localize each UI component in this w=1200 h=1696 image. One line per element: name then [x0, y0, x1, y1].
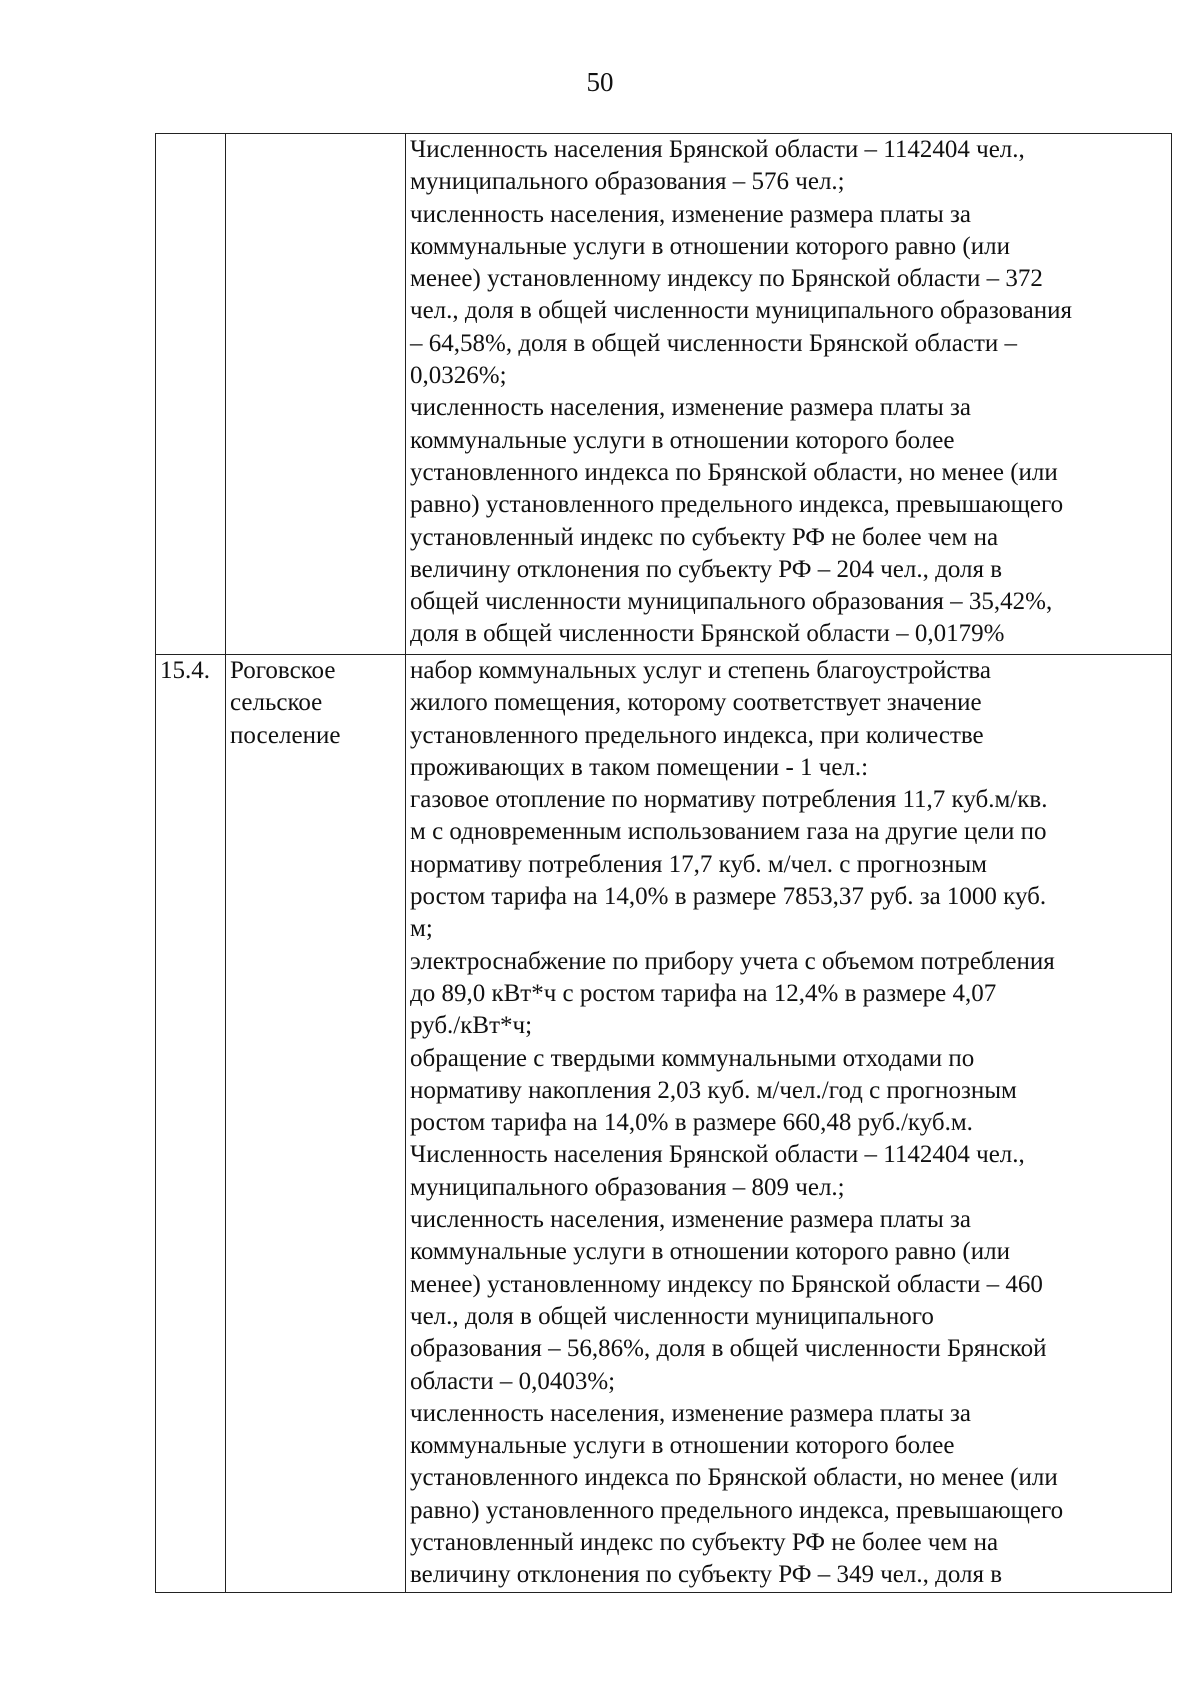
text-line: общей численности муниципального образования – 35,42%, — [410, 588, 1053, 616]
text-line: величину отклонения по субъекту РФ – 204 чел., доля в — [410, 555, 1003, 583]
text-line: газовое отопление по нормативу потребления 11,7 куб.м/кв. — [410, 786, 1048, 814]
text-line: равно) установленного предельного индекса, превышающего — [410, 491, 1064, 519]
text-line: установленного предельного индекса, при количестве — [410, 721, 984, 749]
text-line: обращение с твердыми коммунальными отходами по — [410, 1044, 975, 1072]
text-line: равно) установленного предельного индекса, превышающего — [410, 1496, 1064, 1524]
text-line: руб./кВт*ч; — [410, 1012, 533, 1040]
document-table — [155, 133, 1172, 1593]
text-line: ростом тарифа на 14,0% в размере 660,48 руб./куб.м. — [410, 1109, 973, 1137]
text-line: нормативу потребления 17,7 куб. м/чел. с прогнозным — [410, 850, 987, 878]
page-number: 50 — [586, 67, 614, 97]
text-line: жилого помещения, которому соответствует значение — [410, 689, 982, 717]
text-line: набор коммунальных услуг и степень благоустройства — [410, 657, 991, 684]
municipality-name-cell — [226, 134, 406, 655]
text-line: ростом тарифа на 14,0% в размере 7853,37 руб. за 1000 куб. — [410, 883, 1047, 911]
text-line: – 64,58%, доля в общей численности Брянской области – — [410, 329, 1017, 357]
text-line: установленного индекса по Брянской области, но менее (или — [410, 458, 1058, 486]
text-line: области – 0,0403%; — [410, 1367, 616, 1395]
text-line: установленного индекса по Брянской области, но менее (или — [410, 1464, 1058, 1492]
text-line: чел., доля в общей численности муниципального — [410, 1302, 934, 1330]
text-line: Численность населения Брянской области – 1142404 чел., — [410, 1141, 1025, 1169]
municipality-name-line: сельское — [230, 689, 323, 717]
table-row — [156, 655, 1172, 1593]
municipality-name-line: Роговское — [230, 657, 336, 684]
text-line: доля в общей численности Брянской области – 0,0179% — [410, 620, 1005, 648]
table-row — [156, 134, 1172, 655]
text-line: коммунальные услуги в отношении которого равно (или — [410, 1238, 1010, 1266]
text-line: муниципального образования – 576 чел.; — [410, 168, 845, 196]
row-number-cell: 15.4. — [156, 655, 226, 1593]
text-line: численность населения, изменение размера платы за — [410, 1399, 971, 1427]
text-line: коммунальные услуги в отношении которого более — [410, 426, 955, 454]
text-line: установленный индекс по субъекту РФ не более чем на — [410, 523, 999, 551]
text-line: 0,0326%; — [410, 362, 507, 390]
text-line: численность населения, изменение размера платы за — [410, 1206, 971, 1234]
text-line: м с одновременным использованием газа на другие цели по — [410, 818, 1047, 846]
text-line: чел., доля в общей численности муниципального образования — [410, 297, 1072, 325]
text-line: численность населения, изменение размера платы за — [410, 200, 971, 228]
text-line: электроснабжение по прибору учета с объемом потребления — [410, 947, 1055, 975]
text-line: нормативу накопления 2,03 куб. м/чел./год с прогнозным — [410, 1076, 1017, 1104]
text-line: численность населения, изменение размера платы за — [410, 394, 971, 422]
text-line: коммунальные услуги в отношении которого более — [410, 1432, 955, 1460]
text-line: менее) установленному индексу по Брянской области – 460 — [410, 1270, 1043, 1298]
municipality-name-cell — [226, 655, 406, 1593]
text-line: установленный индекс по субъекту РФ не более чем на — [410, 1529, 999, 1557]
text-line: величину отклонения по субъекту РФ – 349 чел., доля в — [410, 1561, 1003, 1589]
text-line: проживающих в таком помещении - 1 чел.: — [410, 753, 869, 781]
text-line: муниципального образования – 809 чел.; — [410, 1173, 845, 1201]
text-line: м; — [410, 915, 433, 943]
description-cell — [406, 134, 1172, 655]
description-cell — [406, 655, 1172, 1593]
text-line: менее) установленному индексу по Брянской области – 372 — [410, 265, 1043, 293]
municipality-name-line: поселение — [230, 721, 341, 749]
text-line: образования – 56,86%, доля в общей численности Брянской — [410, 1335, 1047, 1363]
text-line: Численность населения Брянской области – 1142404 чел., — [410, 136, 1025, 163]
row-number-cell — [156, 134, 226, 655]
text-line: коммунальные услуги в отношении которого равно (или — [410, 232, 1010, 260]
text-line: до 89,0 кВт*ч с ростом тарифа на 12,4% в размере 4,07 — [410, 979, 997, 1007]
